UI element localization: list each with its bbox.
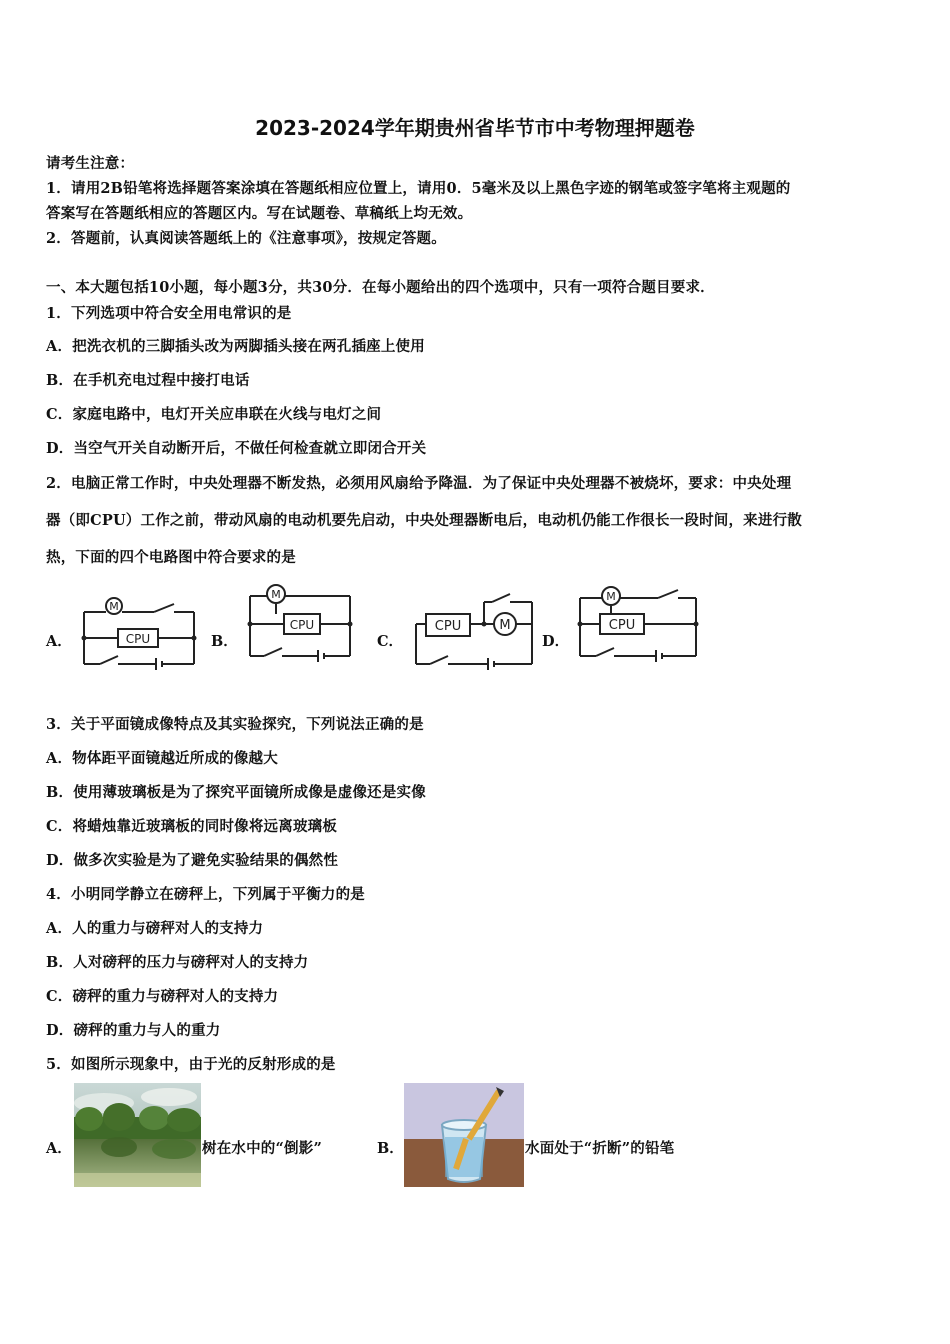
q2-label-d: D． [542,633,570,650]
q1-option-a: A．把洗衣机的三脚插头改为两脚插头接在两孔插座上使用 [46,338,425,355]
q3-option-b: B．使用薄玻璃板是为了探究平面镜所成像是虚像还是实像 [46,784,426,801]
motor-symbol-a: M [109,600,119,613]
circuit-diagram-b [244,580,359,665]
q4-option-c: C．磅秤的重力与磅秤对人的支持力 [46,988,279,1005]
q2-label-b: B． [211,633,238,650]
q3-stem: 3．关于平面镜成像特点及其实验探究，下列说法正确的是 [46,716,424,733]
q2-label-c: C． [377,633,404,650]
page-title: 2023-2024学年期贵州省毕节市中考物理押题卷 [255,116,695,140]
cpu-box-a: CPU [125,632,151,646]
section-heading: 一、本大题包括10小题，每小题3分，共30分．在每小题给出的四个选项中，只有一项符合题目要求． [46,279,715,296]
notice-line-2: 2．答题前，认真阅读答题纸上的《注意事项》，按规定答题。 [46,230,446,247]
motor-symbol-c: M [499,618,511,633]
q2-label-a: A． [46,633,72,650]
circuit-diagram-c [410,584,540,674]
bent-pencil-image [404,1083,524,1187]
q5-label-b: B． [377,1140,404,1157]
q4-option-b: B．人对磅秤的压力与磅秤对人的支持力 [46,954,309,971]
q2-stem-line-3: 热，下面的四个电路图中符合要求的是 [46,549,296,566]
q3-option-a: A．物体距平面镜越近所成的像越大 [46,750,278,767]
notice-line-1a: 1．请用2B铅笔将选择题答案涂填在答题纸相应位置上，请用0．5毫米及以上黑色字迹的钢笔或签字笔将主观题的 [46,180,791,197]
q5-caption-a: 树在水中的“倒影” [202,1140,322,1157]
motor-symbol-b: M [271,588,281,601]
motor-symbol-d: M [606,590,616,603]
q2-stem-line-1: 2．电脑正常工作时，中央处理器不断发热，必须用风扇给予降温．为了保证中央处理器不被烧坏，要求：中央处理 [46,475,792,492]
q5-stem: 5．如图所示现象中，由于光的反射形成的是 [46,1056,336,1073]
q4-option-d: D．磅秤的重力与人的重力 [46,1022,221,1039]
circuit-diagram-d [574,580,704,666]
tree-reflection-image [74,1083,201,1187]
q1-option-b: B．在手机充电过程中接打电话 [46,372,250,389]
circuit-diagram-a [76,592,201,672]
cpu-box-d: CPU [608,618,636,633]
q1-option-d: D．当空气开关自动断开后，不做任何检查就立即闭合开关 [46,440,427,457]
q3-option-c: C．将蜡烛靠近玻璃板的同时像将远离玻璃板 [46,818,338,835]
q1-option-c: C．家庭电路中，电灯开关应串联在火线与电灯之间 [46,406,382,423]
notice-line-1b: 答案写在答题纸相应的答题区内。写在试题卷、草稿纸上均无效。 [46,205,473,222]
q5-label-a: A． [46,1140,72,1157]
notice-heading: 请考生注意： [46,155,135,172]
q2-stem-line-2: 器（即CPU）工作之前，带动风扇的电动机要先启动，中央处理器断电后，电动机仍能工作很长一段时间，来进行散 [46,512,802,529]
q3-option-d: D．做多次实验是为了避免实验结果的偶然性 [46,852,339,869]
q4-option-a: A．人的重力与磅秤对人的支持力 [46,920,264,937]
q4-stem: 4．小明同学静立在磅秤上，下列属于平衡力的是 [46,886,365,903]
q5-caption-b: 水面处于“折断”的铅笔 [525,1140,675,1157]
q1-stem: 1．下列选项中符合安全用电常识的是 [46,305,292,322]
cpu-box-b: CPU [289,618,315,632]
cpu-box-c: CPU [434,619,462,634]
